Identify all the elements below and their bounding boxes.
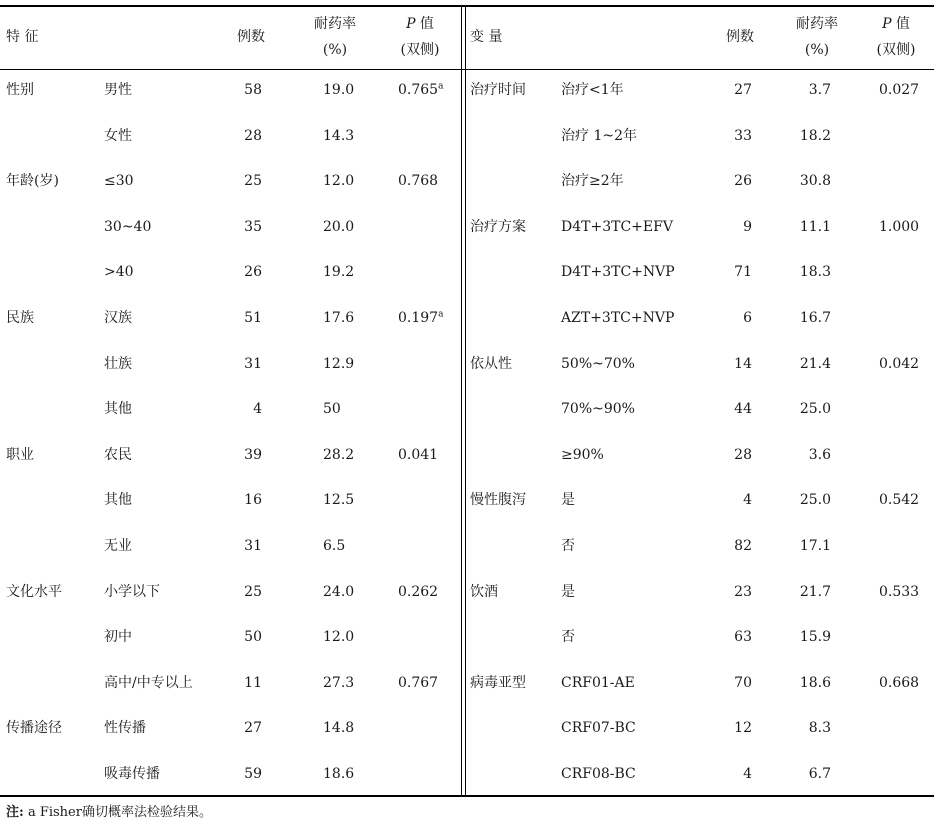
right-row-rate: 11.1 [799,219,831,235]
left-row-rate: 19.2 [323,264,355,280]
right-row-item: 50%~70% [561,356,635,372]
table-top-rule [0,5,934,7]
left-row-count: 31 [244,356,262,372]
right-row-group: 治疗时间 [470,82,526,98]
left-row-rate: 12.5 [323,492,355,508]
right-row-count: 9 [743,219,752,235]
left-row-count: 27 [244,720,262,736]
right-row-item: ≥90% [561,447,604,463]
left-row-item: >40 [104,264,134,280]
left-row-count: 35 [244,219,262,235]
left-row-count: 25 [244,173,262,189]
left-row-count: 50 [244,629,262,645]
left-row-item: 汉族 [104,310,132,326]
right-row-item: CRF08-BC [561,766,636,782]
left-row-rate: 12.0 [323,173,355,189]
right-row-rate: 3.7 [808,82,831,98]
right-row-rate: 8.3 [808,720,831,736]
left-row-rate: 18.6 [323,766,355,782]
left-row-rate: 27.3 [323,675,355,691]
p-value: 0.767 [398,675,439,691]
right-row-count: 4 [743,492,752,508]
right-row-count: 28 [734,447,752,463]
right-row-rate: 21.4 [799,356,831,372]
left-row-count: 16 [244,492,262,508]
p-symbol-left: P [406,16,416,32]
right-row-count: 71 [734,264,752,280]
right-row-rate: 18.6 [799,675,831,691]
right-row-p: 0.027 [879,82,920,98]
left-row-group: 性别 [6,82,34,98]
left-row-p [398,309,443,327]
left-row-rate: 28.2 [323,447,355,463]
right-row-item: D4T+3TC+NVP [561,264,675,280]
right-row-p: 0.533 [879,584,920,600]
right-row-item: AZT+3TC+NVP [561,310,675,326]
left-row-p [398,583,438,601]
header-p-right [861,14,931,34]
left-row-rate: 6.5 [323,538,346,554]
header-rate-unit-right: (%) [804,42,830,58]
right-row-group: 慢性腹泻 [470,492,526,508]
left-row-rate: 12.0 [323,629,355,645]
right-row-item: 是 [561,584,575,600]
left-row-count: 4 [253,401,262,417]
right-row-group: 饮酒 [470,584,498,600]
left-row-count: 39 [244,447,262,463]
left-row-group: 民族 [6,310,34,326]
right-row-p: 0.542 [879,492,920,508]
p-value: 0.262 [398,584,439,600]
right-row-group: 依从性 [470,356,512,372]
p-value: 0.197 [398,310,439,326]
header-feature: 特 征 [6,29,39,45]
left-row-rate: 12.9 [323,356,355,372]
left-row-count: 26 [244,264,262,280]
header-rate-unit-left: (%) [322,42,348,58]
left-row-rate: 14.3 [323,128,355,144]
right-row-rate: 25.0 [799,492,831,508]
right-row-count: 14 [734,356,752,372]
left-row-item: 壮族 [104,356,132,372]
right-row-rate: 18.3 [799,264,831,280]
left-row-rate: 19.0 [323,82,355,98]
right-row-rate: 17.1 [799,538,831,554]
right-row-item: 治疗≥2年 [561,173,624,189]
left-row-item: 吸毒传播 [104,766,160,782]
right-row-group: 治疗方案 [470,219,526,235]
right-row-item: 否 [561,538,575,554]
right-row-item: 否 [561,629,575,645]
right-row-rate: 30.8 [799,173,831,189]
right-row-count: 6 [743,310,752,326]
right-row-item: 是 [561,492,575,508]
column-divider-right [465,5,466,796]
left-row-rate: 17.6 [323,310,355,326]
right-row-group: 病毒亚型 [470,675,526,691]
left-row-p [398,674,438,692]
left-row-rate: 20.0 [323,219,355,235]
p-footnote-mark: a [438,81,444,92]
right-row-count: 33 [734,128,752,144]
p-value: 0.041 [398,447,439,463]
right-row-count: 27 [734,82,752,98]
header-variable: 变 量 [470,29,503,45]
p-suffix-right: 值 [891,16,910,32]
left-row-item: 其他 [104,401,132,417]
right-row-count: 26 [734,173,752,189]
left-row-p [398,172,438,190]
left-row-group: 文化水平 [6,584,62,600]
right-row-count: 70 [734,675,752,691]
left-row-count: 59 [244,766,262,782]
header-rate-left: 耐药率 [314,16,356,32]
left-row-item: 高中/中专以上 [104,675,193,691]
left-row-item: 30~40 [104,219,152,235]
right-row-count: 44 [734,401,752,417]
left-row-item: 小学以下 [104,584,160,600]
left-row-count: 28 [244,128,262,144]
right-row-p: 0.042 [879,356,920,372]
right-row-count: 4 [743,766,752,782]
left-row-p [398,81,443,99]
header-count-left: 例数 [237,29,265,45]
left-row-p [398,446,438,464]
header-p-sided-left: (双侧) [400,42,440,58]
left-row-group: 传播途径 [6,720,62,736]
right-row-rate: 21.7 [799,584,831,600]
left-row-item: 男性 [104,82,132,98]
left-row-item: ≤30 [104,173,134,189]
left-row-item: 农民 [104,447,132,463]
right-row-rate: 16.7 [799,310,831,326]
left-row-count: 58 [244,82,262,98]
column-divider-left [461,5,462,796]
right-row-item: 治疗<1年 [561,82,624,98]
right-row-p: 0.668 [879,675,920,691]
p-suffix-left: 值 [415,16,434,32]
header-bottom-rule [0,69,934,70]
right-row-item: 治疗 1~2年 [561,128,637,144]
left-row-item: 其他 [104,492,132,508]
left-row-rate: 14.8 [323,720,355,736]
right-row-count: 82 [734,538,752,554]
header-p-sided-right: (双侧) [876,42,916,58]
left-row-count: 11 [244,675,262,691]
left-row-item: 初中 [104,629,132,645]
right-row-item: CRF07-BC [561,720,636,736]
left-row-item: 女性 [104,128,132,144]
left-row-item: 无业 [104,538,132,554]
right-row-rate: 25.0 [799,401,831,417]
left-row-rate: 50 [323,401,341,417]
p-footnote-mark: a [438,309,444,320]
right-row-item: 70%~90% [561,401,635,417]
table-bottom-rule [0,795,934,797]
right-row-rate: 6.7 [808,766,831,782]
note-label: 注: [6,805,24,820]
right-row-item: CRF01-AE [561,675,635,691]
left-row-item: 性传播 [104,720,146,736]
p-value: 0.765 [398,82,439,98]
table-note [6,804,212,822]
right-row-p: 1.000 [879,219,920,235]
left-row-count: 51 [244,310,262,326]
right-row-count: 63 [734,629,752,645]
right-row-count: 23 [734,584,752,600]
right-row-rate: 3.6 [808,447,831,463]
header-count-right: 例数 [726,29,754,45]
right-row-item: D4T+3TC+EFV [561,219,673,235]
p-value: 0.768 [398,173,439,189]
left-row-count: 31 [244,538,262,554]
right-row-count: 12 [734,720,752,736]
note-text: a Fisher确切概率法检验结果。 [27,805,212,820]
header-rate-right: 耐药率 [796,16,838,32]
left-row-rate: 24.0 [323,584,355,600]
left-row-group: 年龄(岁) [6,173,59,189]
left-row-count: 25 [244,584,262,600]
header-p-left [385,14,455,34]
right-row-rate: 18.2 [799,128,831,144]
left-row-group: 职业 [6,447,34,463]
p-symbol-right: P [882,16,892,32]
right-row-rate: 15.9 [799,629,831,645]
